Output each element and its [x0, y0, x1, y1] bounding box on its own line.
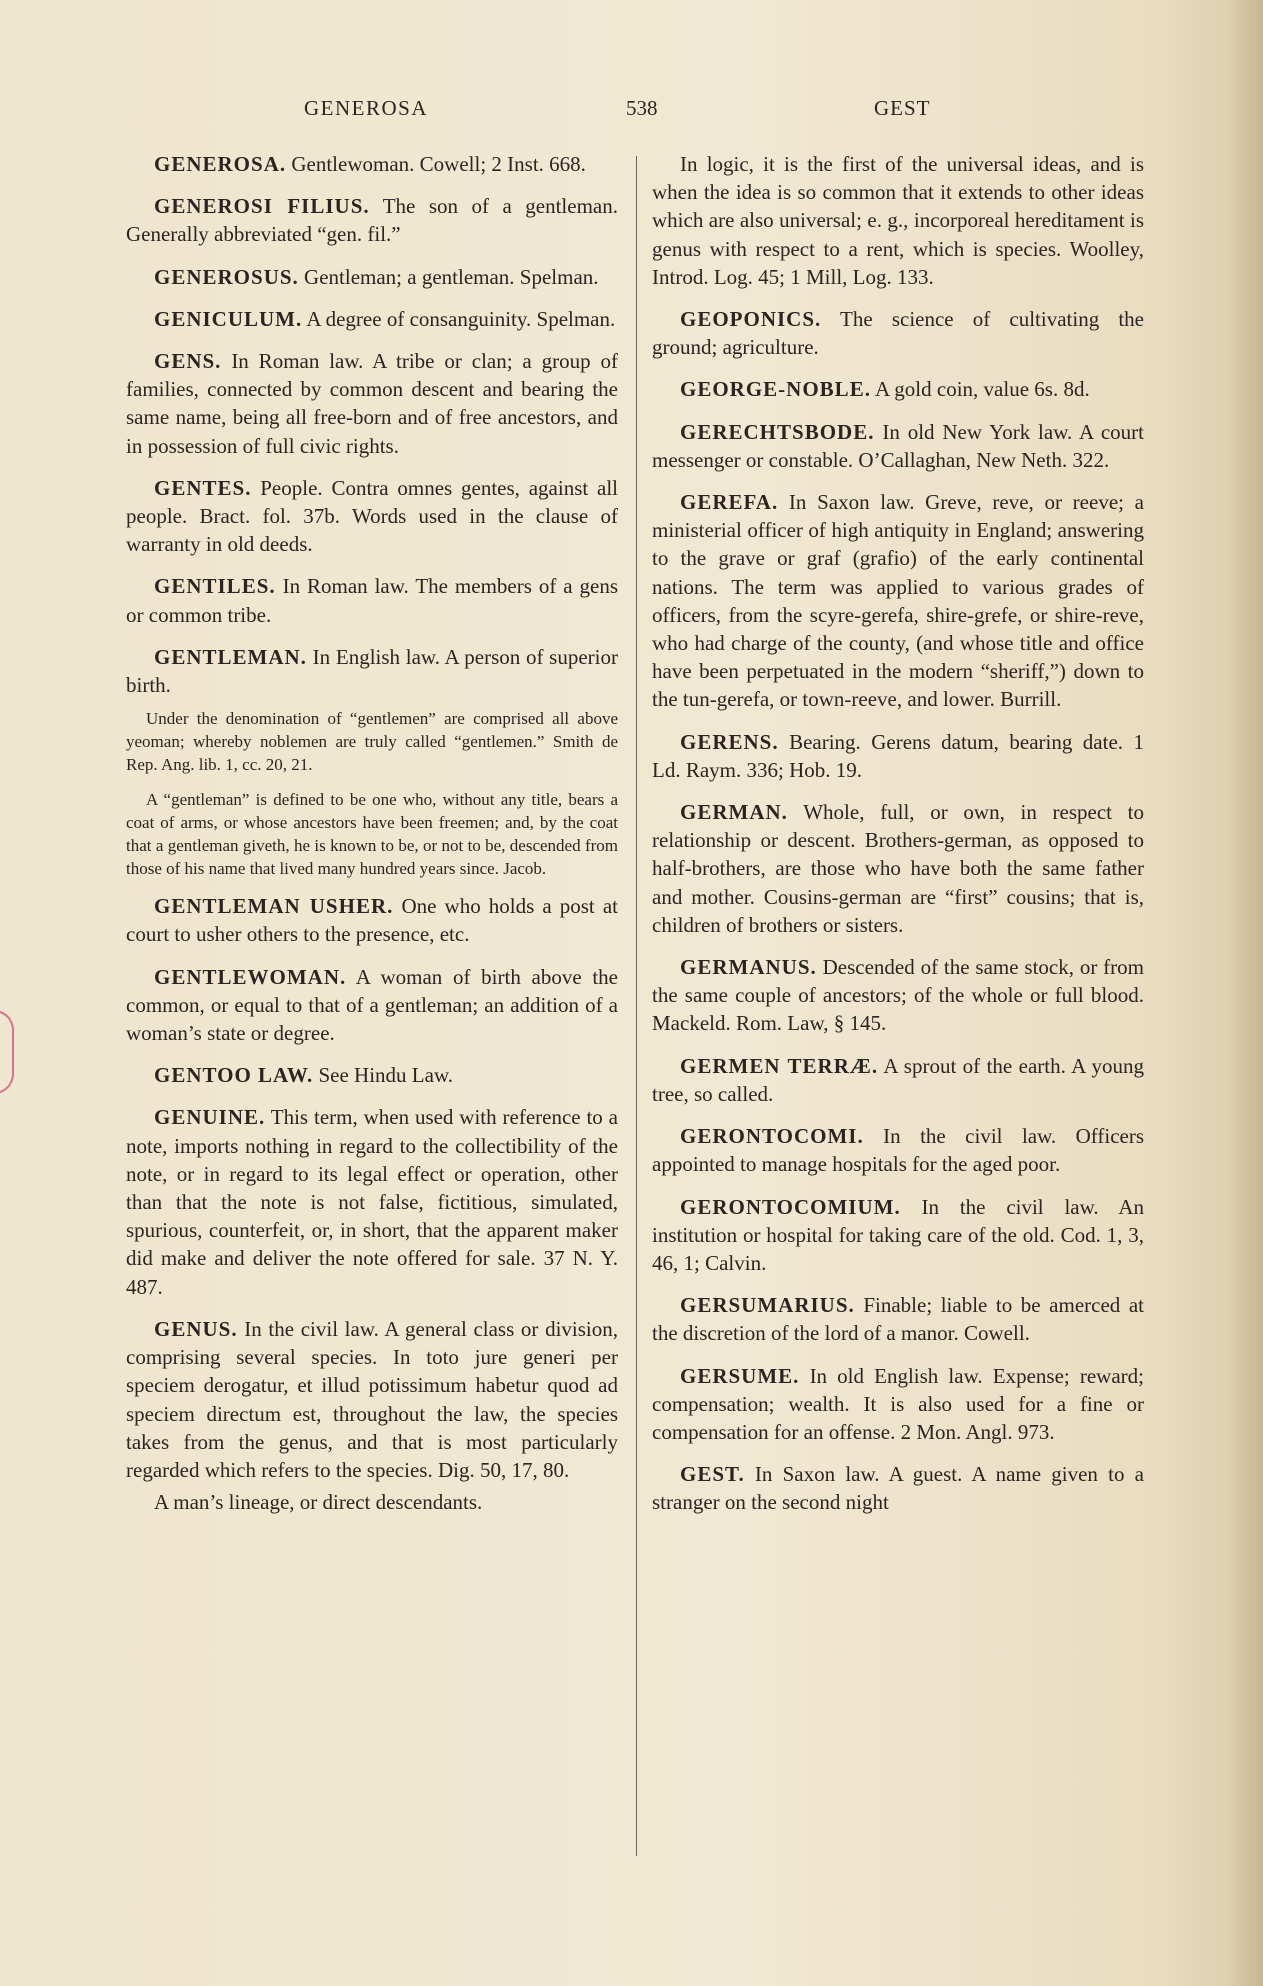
headword: GENTES.	[154, 475, 252, 500]
right-guide-word: GEST	[874, 96, 931, 120]
headword: GERONTOCOMIUM.	[680, 1194, 901, 1219]
definition: In English law. A person of superior birth.	[126, 644, 618, 698]
entry-generosa	[126, 150, 618, 178]
library-stamp-mark	[0, 1010, 14, 1094]
left-guide-word: GENEROSA	[304, 96, 429, 120]
entry-geoponics	[652, 305, 1144, 361]
entry-germanus	[652, 953, 1144, 1038]
entry-genus	[126, 1315, 618, 1484]
definition: A degree of consanguinity. Spelman.	[302, 306, 616, 331]
entry-gest	[652, 1460, 1144, 1516]
definition: A sprout of the earth. A young tree, so called.	[652, 1053, 1144, 1106]
definition: In Roman law. A tribe or clan; a group of families, connected by common descent and bearing the same name, being all free-born and of free ancestors, and in possession of full civic rights.	[126, 349, 618, 458]
headword: GEREFA.	[680, 490, 779, 515]
headword: GENTLEMAN USHER.	[154, 894, 394, 919]
headword: GENEROSUS.	[154, 264, 299, 289]
entry-gerefa	[652, 488, 1144, 714]
definition: In the civil law. A general class or division, comprising several species. In toto jure generi per speciem derogatur, et illud potissimum habetur quod ad speciem directum est, throughout the law, the species takes from the genus, and that is most particularly regarded which refers to the species. Dig. 50, 17, 80.	[126, 1316, 618, 1482]
definition: Gentleman; a gentleman. Spelman.	[298, 264, 599, 289]
gentleman-note-2: A “gentleman” is defined to be one who, without any title, bears a coat of arms, or whose ancestors have been freemen; and, by the coat that a gentleman giveth, he is known to be, or not to be, descended from those of his name that lived many hundred years since. Jacob.	[126, 790, 618, 879]
definition: One who holds a post at court to usher others to the presence, etc.	[126, 894, 618, 947]
entry-germen-terrae	[652, 1052, 1144, 1108]
headword: GENUINE.	[154, 1105, 266, 1130]
entry-gerontocomi	[652, 1122, 1144, 1178]
entry-geniculum	[126, 305, 618, 333]
entry-george-noble	[652, 375, 1144, 403]
definition: A woman of birth above the common, or equal to that of a gentleman; an addition of a woman’s state or degree.	[126, 964, 618, 1046]
headword: GERONTOCOMI.	[680, 1124, 864, 1149]
definition: People. Contra omnes gentes, against all people. Bract. fol. 37b. Words used in the clause of warranty in old deeds.	[126, 475, 618, 557]
entry-gentlewoman	[126, 963, 618, 1048]
entry-genuine	[126, 1103, 618, 1300]
headword: GENTLEMAN.	[154, 644, 307, 669]
headword: GEORGE-NOBLE.	[680, 377, 871, 402]
entry-gentoo-law	[126, 1061, 618, 1089]
definition: In Saxon law. A guest. A name given to a stranger on the second night	[652, 1462, 1144, 1515]
definition: See Hindu Law.	[313, 1063, 454, 1088]
headword: GENTOO LAW.	[154, 1063, 314, 1088]
headword: GENEROSI FILIUS.	[154, 194, 370, 219]
entry-gens	[126, 347, 618, 460]
headword: GERENS.	[680, 729, 779, 754]
page-edge-shadow	[1229, 0, 1263, 1986]
definition: Finable; liable to be amerced at the discretion of the lord of a manor. Cowell.	[652, 1293, 1144, 1346]
definition: This term, when used with reference to a note, imports nothing in regard to the collectibility of the note, or in regard to its legal effect or operation, other than that the note is not false, fictitious, simulated, spurious, counterfeit, or, in short, that the apparent maker did make and deliver the note offered for sale. 37 N. Y. 487.	[126, 1105, 618, 1299]
column-divider	[636, 156, 637, 1856]
headword: GEOPONICS.	[680, 307, 822, 332]
entry-generosus	[126, 263, 618, 291]
entry-gentes	[126, 474, 618, 559]
definition: Whole, full, or own, in respect to relationship or descent. Brothers-german, as opposed to half-brothers, are those who have both the same father and mother. Cousins-german are “first” cousins; that is, children of brothers or sisters.	[652, 800, 1144, 937]
running-head	[0, 96, 1263, 130]
headword: GENEROSA.	[154, 152, 287, 176]
definition: The son of a gentleman. Generally abbreviated “gen. fil.”	[126, 194, 618, 247]
entry-gersumarius	[652, 1291, 1144, 1347]
definition: In the civil law. Officers appointed to manage hospitals for the aged poor.	[652, 1124, 1144, 1177]
entry-gerens	[652, 728, 1144, 784]
genus-continuation: In logic, it is the first of the universal ideas, and is when the idea is so common that it extends to other ideas which are also universal; e. g., incorporeal hereditament is genus with respect to a rent, which is species. Woolley, Introd. Log. 45; 1 Mill, Log. 133.	[652, 152, 1144, 289]
headword: GENUS.	[154, 1316, 238, 1341]
entry-gerontocomium	[652, 1193, 1144, 1278]
gentleman-note-1: Under the denomination of “gentlemen” are comprised all above yeoman; whereby noblemen are truly called “gentlemen.” Smith de Rep. Ang. lib. 1, cc. 20, 21.	[126, 709, 618, 775]
definition: The science of cultivating the ground; agriculture.	[652, 307, 1144, 360]
headword: GENTLEWOMAN.	[154, 964, 347, 989]
entry-german	[652, 798, 1144, 939]
entry-gerechtsbode	[652, 418, 1144, 474]
headword: GEST.	[680, 1462, 745, 1487]
definition: In Saxon law. Greve, reve, or reeve; a ministerial officer of high antiquity in England; answering to the grave or graf (grafio) of the early continental nations. The term was applied to various grades of officers, from the scyre-gerefa, shire-grefe, or shire-reve, who had charge of the county, (and whose title and office have been perpetuated in the modern “sheriff,”) down to the tun-gerefa, or town-reeve, and lower. Burrill.	[652, 490, 1144, 712]
headword: GERMEN TERRÆ.	[680, 1053, 879, 1078]
page-number: 538	[626, 96, 658, 120]
headword: GERSUME.	[680, 1363, 800, 1388]
entry-gersume	[652, 1362, 1144, 1447]
definition: In Roman law. The members of a gens or common tribe.	[126, 574, 618, 627]
headword: GENTILES.	[154, 574, 276, 599]
headword: GERMANUS.	[680, 955, 817, 980]
headword: GERECHTSBODE.	[680, 419, 875, 444]
genus-second-sense: A man’s lineage, or direct descendants.	[154, 1490, 483, 1515]
left-column	[126, 150, 618, 1516]
headword: GENICULUM.	[154, 306, 303, 331]
right-column	[652, 150, 1144, 1531]
headword: GERMAN.	[680, 800, 788, 825]
entry-generosi-filius	[126, 192, 618, 248]
definition: In the civil law. An institution or hospital for taking care of the old. Cod. 1, 3, 46, 1; Calvin.	[652, 1194, 1144, 1275]
entry-gentiles	[126, 572, 618, 628]
definition: In old English law. Expense; reward; compensation; wealth. It is also used for a fine or compensation for an offense. 2 Mon. Angl. 973.	[652, 1363, 1144, 1444]
definition: In old New York law. A court messenger or constable. O’Callaghan, New Neth. 322.	[652, 419, 1144, 472]
definition: Bearing. Gerens datum, bearing date. 1 Ld. Raym. 336; Hob. 19.	[652, 729, 1144, 782]
entry-gentleman-usher	[126, 892, 618, 948]
headword: GENS.	[154, 349, 222, 374]
definition: Descended of the same stock, or from the same couple of ancestors; of the whole or full blood. Mackeld. Rom. Law, § 145.	[652, 955, 1144, 1036]
definition: A gold coin, value 6s. 8d.	[870, 377, 1090, 402]
entry-gentleman	[126, 643, 618, 699]
definition: Gentlewoman. Cowell; 2 Inst. 668.	[286, 152, 586, 176]
headword: GERSUMARIUS.	[680, 1293, 855, 1318]
